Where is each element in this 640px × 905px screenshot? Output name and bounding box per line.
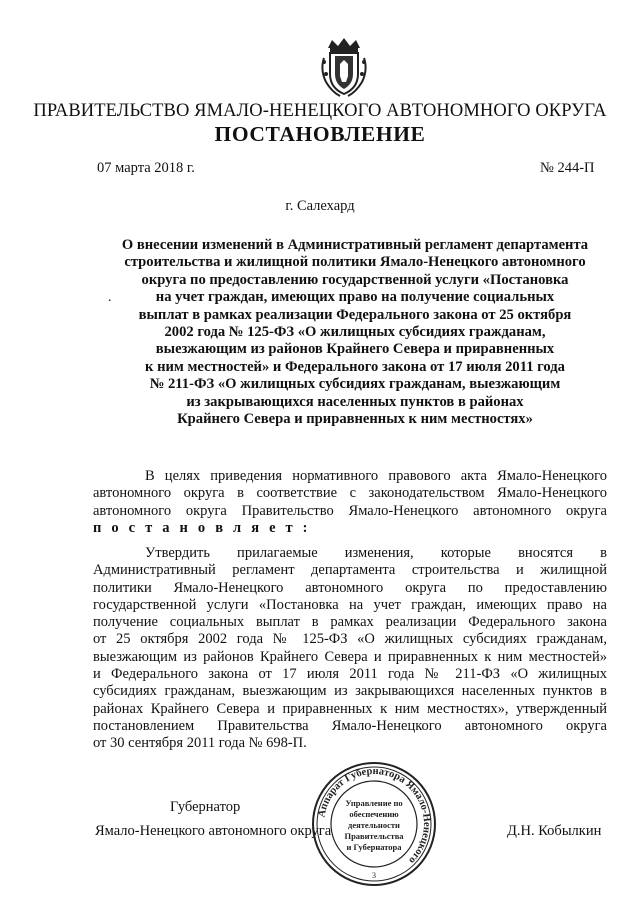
body-line: государственной услуги «Постановка на учет граждан, имеющих право на	[93, 596, 607, 613]
signatory-region: Ямало-Ненецкого автономного округа	[95, 823, 332, 839]
official-stamp	[310, 760, 438, 888]
resolution-paragraph	[93, 545, 607, 753]
coat-of-arms-icon	[318, 36, 370, 100]
preamble-line: автономного округа Правительство Ямало-Ненецкого автономного округа	[93, 502, 607, 519]
body-line: от 30 сентября 2011 года № 698-П.	[93, 735, 307, 752]
body-line: получение социальных выплат в рамках реализации Федерального закона	[93, 614, 607, 631]
title-line: № 211-ФЗ «О жилищных субсидиях гражданам, выезжающим	[149, 376, 561, 393]
body-line: выезжающим из районов Крайнего Севера и приравненных к ним местностей»	[93, 648, 607, 665]
title-line: из закрывающихся населенных пунктов в районах	[186, 393, 524, 410]
document-title	[100, 237, 610, 428]
title-line: Крайнего Севера и приравненных к ним местностях»	[177, 411, 533, 428]
body-line: субсидиях гражданам, выезжающим из закрывающихся населенных пунктов в	[93, 683, 607, 700]
margin-mark: .	[108, 290, 112, 305]
title-line: выезжающим из районов Крайнего Севера и приравненных	[155, 341, 555, 358]
signatory-title: Губернатор	[170, 799, 241, 815]
title-line: округа по предоставлению государственной услуги «Постановка	[141, 271, 569, 288]
stamp-ring-text: Аппарат Губернатора Ямало-Ненецкого	[316, 765, 433, 866]
stamp-line: Управление по	[345, 798, 403, 808]
title-line: выплат в рамках реализации Федерального закона от 25 октября	[138, 306, 572, 323]
body-line: от 25 октября 2002 года № 125-ФЗ «О жилищных субсидиях гражданам,	[93, 631, 607, 648]
stamp-line: обеспечению	[349, 809, 399, 819]
signatory-name: Д.Н. Кобылкин	[507, 823, 602, 839]
title-line: 2002 года № 125-ФЗ «О жилищных субсидиях гражданам,	[164, 324, 546, 341]
document-city: г. Салехард	[285, 198, 355, 214]
resolves-word: п о с т а н о в л я е т :	[93, 519, 311, 536]
body-line: районах Крайнего Севера и приравненных к ним местностях», утвержденный	[93, 700, 607, 717]
government-name: ПРАВИТЕЛЬСТВО ЯМАЛО-НЕНЕЦКОГО АВТОНОМНОГО ОКРУГА	[33, 101, 607, 121]
title-line: строительства и жилищной политики Ямало-Ненецкого автономного	[124, 254, 586, 271]
body-line: постановлением Правительства Ямало-Ненецкого автономного округа	[93, 717, 607, 734]
document-type: ПОСТАНОВЛЕНИЕ	[214, 122, 426, 146]
stamp-line: Правительства	[344, 831, 404, 841]
body-line: и Федерального закона от 17 июля 2011 года № 211-ФЗ «О жилищных	[93, 666, 607, 683]
title-line: на учет граждан, имеющих право на получение социальных	[155, 289, 555, 306]
document-date: 07 марта 2018 г.	[97, 160, 195, 176]
body-line: Административный регламент департамента строительства и жилищной	[93, 562, 607, 579]
stamp-line: и Губернатора	[346, 842, 402, 852]
stamp-line: деятельности	[348, 820, 400, 830]
body-line: Утвердить прилагаемые изменения, которые вносятся в	[145, 545, 607, 561]
title-line: к ним местностей» и Федерального закона от 17 июля 2011 года	[145, 358, 565, 375]
title-line: О внесении изменений в Административный регламент департамента	[121, 237, 589, 253]
stamp-number: 3	[372, 871, 376, 880]
preamble-line: автономного округа в соответствие с законодательством Ямало-Ненецкого	[93, 485, 607, 502]
preamble-line: В целях приведения нормативного правового акта Ямало-Ненецкого	[145, 468, 607, 484]
body-line: политики Ямало-Ненецкого автономного округа по предоставлению	[93, 579, 607, 596]
preamble-paragraph	[93, 468, 607, 537]
document-number: № 244-П	[540, 160, 595, 176]
